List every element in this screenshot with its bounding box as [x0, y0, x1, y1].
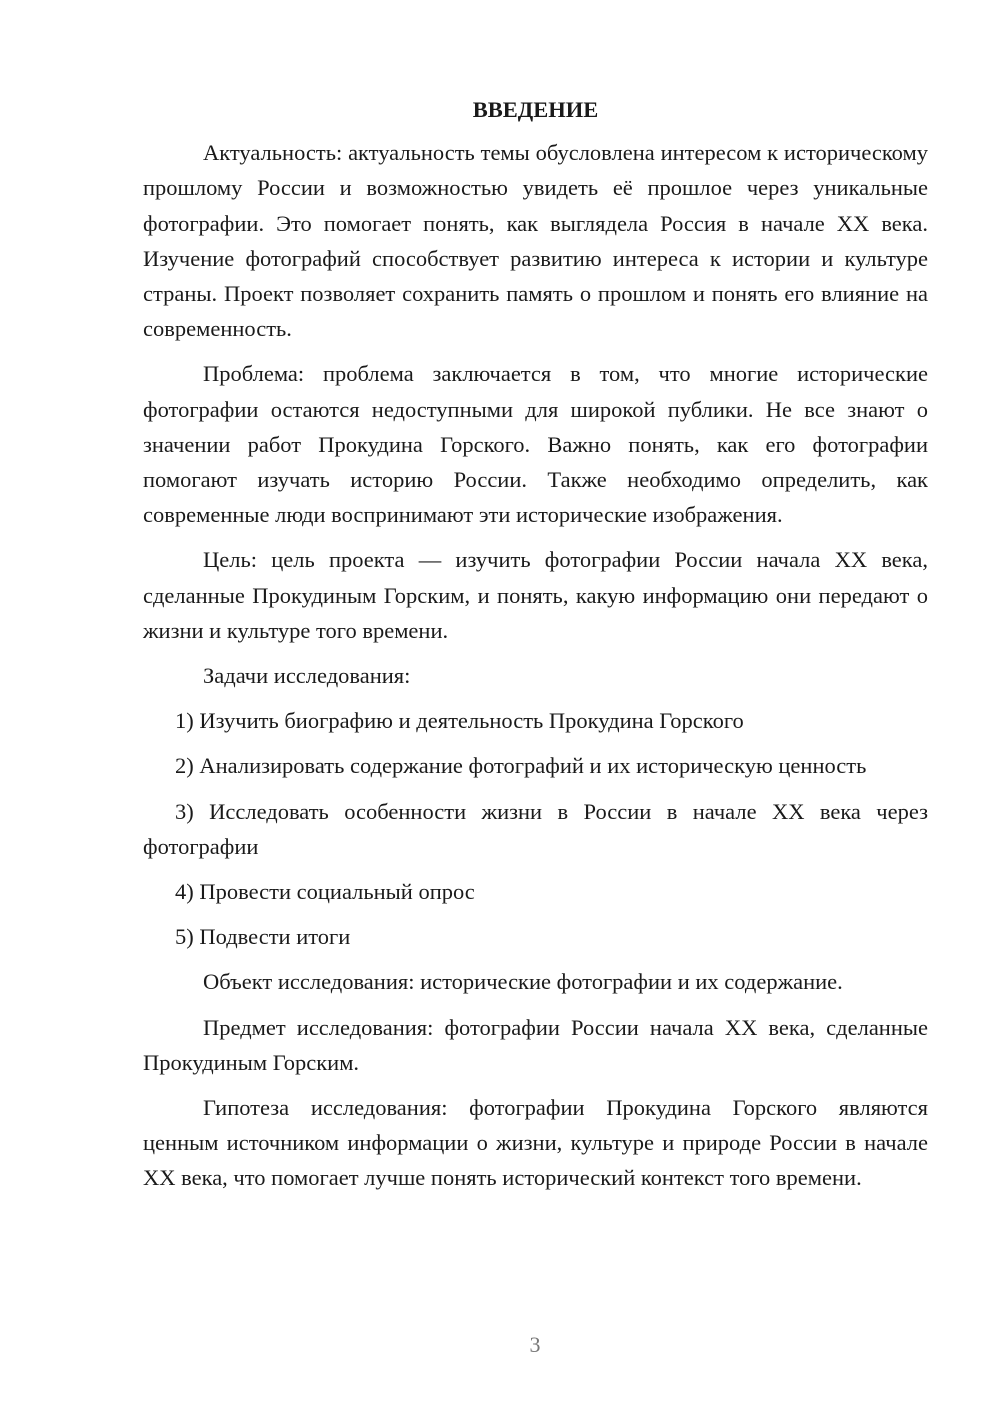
- task-item: 2) Анализировать содержание фотографий и их историческую ценность: [175, 753, 867, 779]
- page-title: ВВЕДЕНИЕ: [472, 97, 599, 122]
- subject-paragraph: Предмет исследования: фотографии России начала XX века, сделанные Прокудиным Горским.: [143, 1014, 928, 1075]
- tasks-heading: Задачи исследования:: [203, 663, 411, 689]
- relevance-paragraph: Актуальность: актуальность темы обусловлена интересом к историческому прошлому России и возможностью увидеть её прошлое через уникальные фотографии. Это помогает понять, как выглядела Россия в начале XX века. Изучение фотографий способствует развитию интереса к истории и культуре страны. Проект позволяет сохранить память о прошлом и понять его влияние на современность.: [143, 140, 928, 342]
- page-number: 3: [529, 1332, 541, 1357]
- goal-paragraph: Цель: цель проекта — изучить фотографии России начала XX века, сделанные Прокудиным Горским, и понять, какую информацию они передают о жизни и культуре того времени.: [143, 547, 928, 643]
- hypothesis-paragraph: Гипотеза исследования: фотографии Прокудина Горского являются ценным источником информации о жизни, культуре и природе России в начале XX века, что помогает лучше понять исторический контекст того времени.: [143, 1095, 928, 1191]
- page-content: [143, 92, 928, 1206]
- task-item: 3) Исследовать особенности жизни в России в начале XX века через фотографии: [143, 798, 928, 859]
- object-paragraph: Объект исследования: исторические фотографии и их содержание.: [203, 969, 843, 995]
- task-item: 4) Провести социальный опрос: [175, 879, 475, 905]
- task-item: 5) Подвести итоги: [175, 924, 351, 950]
- task-item: 1) Изучить биографию и деятельность Прокудина Горского: [175, 708, 744, 734]
- problem-paragraph: Проблема: проблема заключается в том, что многие исторические фотографии остаются недоступными для широкой публики. Не все знают о значении работ Прокудина Горского. Важно понять, как его фотографии помогают изучать историю России. Также необходимо определить, как современные люди воспринимают эти исторические изображения.: [143, 361, 928, 528]
